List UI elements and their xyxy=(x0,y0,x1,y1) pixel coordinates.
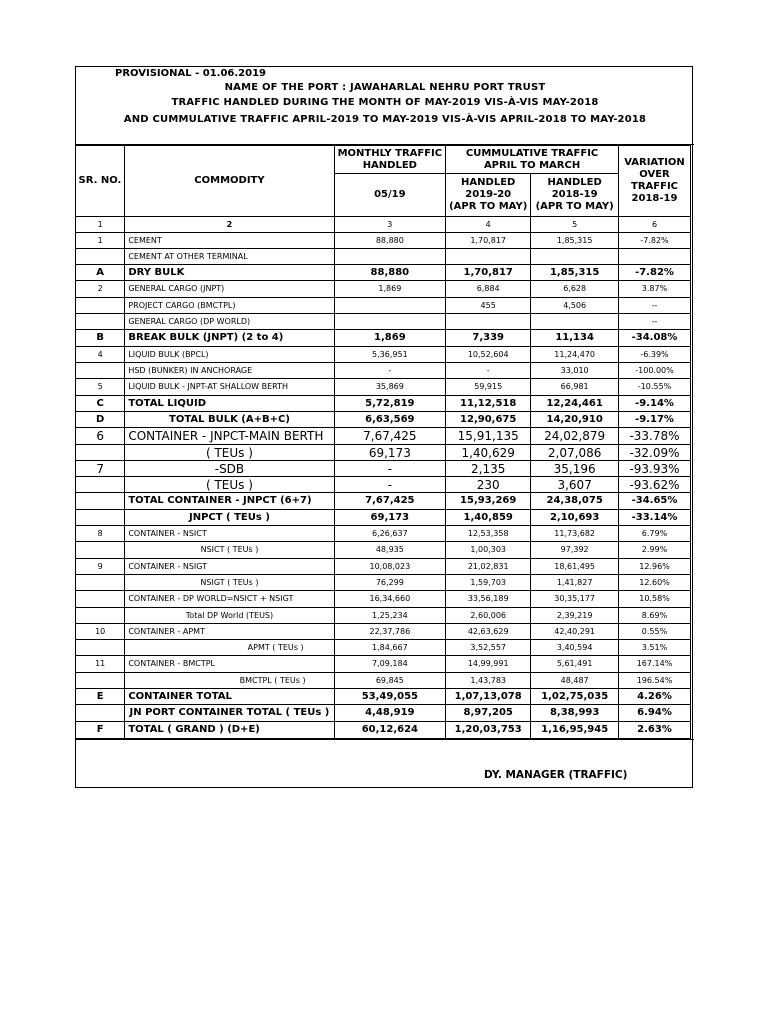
table-row xyxy=(76,379,691,396)
row-commodity: CONTAINER - DP WORLD=NSICT + NSIGT xyxy=(125,591,334,608)
row-handled-2018-19 xyxy=(531,249,619,265)
row-handled-2019-20: 7,339 xyxy=(446,330,531,347)
row-commodity: NSIGT ( TEUs ) xyxy=(125,575,334,591)
row-srno: 9 xyxy=(76,559,125,575)
row-handled-2019-20: 1,70,817 xyxy=(446,233,531,249)
row-variation: -93.93% xyxy=(619,461,691,477)
row-srno: 4 xyxy=(76,347,125,363)
row-monthly: 7,09,184 xyxy=(334,656,446,673)
table-row xyxy=(76,396,691,412)
row-srno xyxy=(76,477,125,493)
row-commodity: GENERAL CARGO (JNPT) xyxy=(125,281,334,298)
column-number-row xyxy=(76,217,691,233)
row-commodity: TOTAL LIQUID xyxy=(125,396,334,412)
row-commodity: DRY BULK xyxy=(125,265,334,281)
row-handled-2019-20: - xyxy=(446,363,531,379)
row-monthly: 88,880 xyxy=(334,265,446,281)
table-row xyxy=(76,624,691,640)
row-monthly xyxy=(334,298,446,314)
row-monthly: 60,12,624 xyxy=(334,722,446,739)
signature-separator xyxy=(76,739,694,740)
table-row xyxy=(76,314,691,330)
row-handled-2019-20: 455 xyxy=(446,298,531,314)
colnum-5: 5 xyxy=(531,217,619,233)
row-srno xyxy=(76,542,125,559)
row-variation: -93.62% xyxy=(619,477,691,493)
row-srno xyxy=(76,575,125,591)
row-commodity: GENERAL CARGO (DP WORLD) xyxy=(125,314,334,330)
row-handled-2019-20: 10,52,604 xyxy=(446,347,531,363)
row-srno xyxy=(76,493,125,510)
row-variation: 6.94% xyxy=(619,705,691,722)
table-row xyxy=(76,281,691,298)
row-handled-2018-19: 97,392 xyxy=(531,542,619,559)
table-row xyxy=(76,705,691,722)
row-handled-2018-19: 48,487 xyxy=(531,673,619,689)
row-handled-2019-20: 11,12,518 xyxy=(446,396,531,412)
row-handled-2019-20: 21,02,831 xyxy=(446,559,531,575)
row-handled-2019-20: 2,60,006 xyxy=(446,608,531,624)
row-variation: -32.09% xyxy=(619,445,691,461)
row-handled-2018-19: 8,38,993 xyxy=(531,705,619,722)
row-handled-2018-19: 2,39,219 xyxy=(531,608,619,624)
row-handled-2019-20: 230 xyxy=(446,477,531,493)
row-variation: 3.51% xyxy=(619,640,691,656)
row-handled-2018-19: 11,134 xyxy=(531,330,619,347)
row-monthly: 7,67,425 xyxy=(334,428,446,445)
row-handled-2019-20: 15,91,135 xyxy=(446,428,531,445)
row-srno: F xyxy=(76,722,125,739)
row-srno xyxy=(76,608,125,624)
row-variation: -33.78% xyxy=(619,428,691,445)
row-variation: -- xyxy=(619,298,691,314)
row-handled-2018-19: 30,35,177 xyxy=(531,591,619,608)
table-row xyxy=(76,493,691,510)
table-row xyxy=(76,461,691,477)
row-commodity: TOTAL BULK (A+B+C) xyxy=(125,412,334,428)
row-commodity: CONTAINER TOTAL xyxy=(125,689,334,705)
row-variation: -100.00% xyxy=(619,363,691,379)
row-monthly: 69,173 xyxy=(334,510,446,526)
row-commodity: BMCTPL ( TEUs ) xyxy=(125,673,334,689)
row-handled-2019-20: 1,70,817 xyxy=(446,265,531,281)
row-variation: -34.65% xyxy=(619,493,691,510)
row-variation: -9.17% xyxy=(619,412,691,428)
row-handled-2018-19: 2,07,086 xyxy=(531,445,619,461)
row-srno: D xyxy=(76,412,125,428)
row-variation: 12.60% xyxy=(619,575,691,591)
row-commodity: LIQUID BULK - JNPT-AT SHALLOW BERTH xyxy=(125,379,334,396)
row-variation: 10.58% xyxy=(619,591,691,608)
row-handled-2018-19: 1,16,95,945 xyxy=(531,722,619,739)
row-monthly: 5,72,819 xyxy=(334,396,446,412)
row-srno xyxy=(76,673,125,689)
table-row xyxy=(76,542,691,559)
row-commodity: APMT ( TEUs ) xyxy=(125,640,334,656)
cumulative-header: CUMMULATIVE TRAFFIC APRIL TO MARCH xyxy=(446,146,619,174)
row-handled-2018-19: 4,506 xyxy=(531,298,619,314)
table-row xyxy=(76,265,691,281)
row-variation: -10.55% xyxy=(619,379,691,396)
signature: DY. MANAGER (TRAFFIC) xyxy=(484,769,628,781)
row-commodity: HSD (BUNKER) IN ANCHORAGE xyxy=(125,363,334,379)
row-handled-2018-19: 24,02,879 xyxy=(531,428,619,445)
row-commodity: LIQUID BULK (BPCL) xyxy=(125,347,334,363)
row-monthly: - xyxy=(334,363,446,379)
row-srno xyxy=(76,510,125,526)
row-monthly xyxy=(334,249,446,265)
row-handled-2019-20: 1,20,03,753 xyxy=(446,722,531,739)
row-handled-2018-19: 42,40,291 xyxy=(531,624,619,640)
row-srno xyxy=(76,591,125,608)
row-handled-2019-20: 1,40,629 xyxy=(446,445,531,461)
row-commodity: CEMENT xyxy=(125,233,334,249)
table-row xyxy=(76,656,691,673)
row-srno: 11 xyxy=(76,656,125,673)
row-handled-2018-19: 5,61,491 xyxy=(531,656,619,673)
row-monthly: 22,37,786 xyxy=(334,624,446,640)
row-variation: -9.14% xyxy=(619,396,691,412)
row-srno xyxy=(76,363,125,379)
colnum-2: 2 xyxy=(125,217,334,233)
row-variation: 6.79% xyxy=(619,526,691,542)
row-commodity: CEMENT AT OTHER TERMINAL xyxy=(125,249,334,265)
row-handled-2019-20: 1,00,303 xyxy=(446,542,531,559)
row-handled-2019-20: 42,63,629 xyxy=(446,624,531,640)
row-srno: 10 xyxy=(76,624,125,640)
row-handled-2019-20: 6,884 xyxy=(446,281,531,298)
row-commodity: CONTAINER - NSICT xyxy=(125,526,334,542)
table-row xyxy=(76,477,691,493)
row-commodity: CONTAINER - BMCTPL xyxy=(125,656,334,673)
traffic-title: TRAFFIC HANDLED DURING THE MONTH OF MAY-2019 VIS-À-VIS MAY-2018 xyxy=(171,97,599,108)
row-variation: -7.82% xyxy=(619,233,691,249)
row-srno: 8 xyxy=(76,526,125,542)
traffic-table xyxy=(75,145,691,739)
row-srno xyxy=(76,640,125,656)
row-handled-2019-20 xyxy=(446,249,531,265)
colnum-4: 4 xyxy=(446,217,531,233)
provisional-date: PROVISIONAL - 01.06.2019 xyxy=(115,68,267,79)
table-row xyxy=(76,689,691,705)
row-commodity: CONTAINER - APMT xyxy=(125,624,334,640)
colnum-3: 3 xyxy=(334,217,446,233)
row-variation: 12.96% xyxy=(619,559,691,575)
table-row xyxy=(76,591,691,608)
row-handled-2018-19: 1,85,315 xyxy=(531,265,619,281)
colnum-1: 1 xyxy=(76,217,125,233)
row-commodity: JN PORT CONTAINER TOTAL ( TEUs ) xyxy=(125,705,334,722)
row-handled-2019-20: 14,99,991 xyxy=(446,656,531,673)
row-handled-2018-19: 24,38,075 xyxy=(531,493,619,510)
row-commodity: BREAK BULK (JNPT) (2 to 4) xyxy=(125,330,334,347)
row-monthly: - xyxy=(334,477,446,493)
row-variation: -34.08% xyxy=(619,330,691,347)
row-variation: 196.54% xyxy=(619,673,691,689)
row-variation: 167.14% xyxy=(619,656,691,673)
row-handled-2018-19: 3,40,594 xyxy=(531,640,619,656)
row-monthly: 6,63,569 xyxy=(334,412,446,428)
row-commodity: TOTAL ( GRAND ) (D+E) xyxy=(125,722,334,739)
handled-2018-19-header: HANDLED 2018-19 (APR TO MAY) xyxy=(531,174,619,217)
row-monthly: 1,84,667 xyxy=(334,640,446,656)
row-variation: 3.87% xyxy=(619,281,691,298)
table-row xyxy=(76,445,691,461)
monthly-period-header: 05/19 xyxy=(334,174,446,217)
row-variation: -- xyxy=(619,314,691,330)
row-srno: 2 xyxy=(76,281,125,298)
row-commodity: JNPCT ( TEUs ) xyxy=(125,510,334,526)
row-handled-2019-20: 8,97,205 xyxy=(446,705,531,722)
table-row xyxy=(76,363,691,379)
row-monthly: - xyxy=(334,461,446,477)
row-handled-2018-19: 2,10,693 xyxy=(531,510,619,526)
row-monthly: 1,25,234 xyxy=(334,608,446,624)
row-srno xyxy=(76,298,125,314)
table-row xyxy=(76,412,691,428)
row-monthly: 48,935 xyxy=(334,542,446,559)
row-commodity: TOTAL CONTAINER - JNPCT (6+7) xyxy=(125,493,334,510)
table-row xyxy=(76,722,691,739)
table-row xyxy=(76,575,691,591)
table-row xyxy=(76,428,691,445)
row-monthly: 7,67,425 xyxy=(334,493,446,510)
row-handled-2019-20: 1,43,783 xyxy=(446,673,531,689)
row-monthly: 4,48,919 xyxy=(334,705,446,722)
table-row xyxy=(76,510,691,526)
monthly-header: MONTHLY TRAFFIC HANDLED xyxy=(334,146,446,174)
row-monthly: 35,869 xyxy=(334,379,446,396)
row-srno: 1 xyxy=(76,233,125,249)
row-commodity: PROJECT CARGO (BMCTPL) xyxy=(125,298,334,314)
table-row xyxy=(76,347,691,363)
row-variation: -33.14% xyxy=(619,510,691,526)
variation-header: VARIATION OVER TRAFFIC 2018-19 xyxy=(619,146,691,217)
row-monthly: 88,880 xyxy=(334,233,446,249)
row-srno: C xyxy=(76,396,125,412)
table-row xyxy=(76,673,691,689)
row-handled-2018-19: 14,20,910 xyxy=(531,412,619,428)
row-handled-2018-19: 1,02,75,035 xyxy=(531,689,619,705)
row-variation: 2.99% xyxy=(619,542,691,559)
srno-header: SR. NO. xyxy=(76,146,125,217)
row-srno: 7 xyxy=(76,461,125,477)
row-monthly: 53,49,055 xyxy=(334,689,446,705)
row-variation: 8.69% xyxy=(619,608,691,624)
row-srno: B xyxy=(76,330,125,347)
row-handled-2018-19: 33,010 xyxy=(531,363,619,379)
commodity-header: COMMODITY xyxy=(125,146,334,217)
row-commodity: CONTAINER - JNPCT-MAIN BERTH xyxy=(125,428,334,445)
row-commodity: Total DP World (TEUS) xyxy=(125,608,334,624)
row-srno xyxy=(76,249,125,265)
row-handled-2018-19: 18,61,495 xyxy=(531,559,619,575)
row-commodity: ( TEUs ) xyxy=(125,445,334,461)
row-handled-2018-19: 12,24,461 xyxy=(531,396,619,412)
handled-2019-20-header: HANDLED 2019-20 (APR TO MAY) xyxy=(446,174,531,217)
row-srno xyxy=(76,445,125,461)
row-monthly: 1,869 xyxy=(334,281,446,298)
port-name: NAME OF THE PORT : JAWAHARLAL NEHRU PORT TRUST xyxy=(224,82,546,93)
row-commodity: CONTAINER - NSIGT xyxy=(125,559,334,575)
row-handled-2019-20: 33,56,189 xyxy=(446,591,531,608)
row-handled-2018-19: 3,607 xyxy=(531,477,619,493)
row-variation: -7.82% xyxy=(619,265,691,281)
row-handled-2018-19: 35,196 xyxy=(531,461,619,477)
row-handled-2018-19: 66,981 xyxy=(531,379,619,396)
table-row xyxy=(76,233,691,249)
row-handled-2018-19: 1,85,315 xyxy=(531,233,619,249)
cumulative-title: AND CUMMULATIVE TRAFFIC APRIL-2019 TO MAY-2019 VIS-À-VIS APRIL-2018 TO MAY-2018 xyxy=(123,114,647,125)
row-handled-2019-20: 12,53,358 xyxy=(446,526,531,542)
row-handled-2018-19: 1,41,827 xyxy=(531,575,619,591)
row-srno xyxy=(76,314,125,330)
row-handled-2019-20: 1,59,703 xyxy=(446,575,531,591)
row-srno: E xyxy=(76,689,125,705)
row-variation: 2.63% xyxy=(619,722,691,739)
row-monthly: 6,26,637 xyxy=(334,526,446,542)
row-handled-2019-20: 12,90,675 xyxy=(446,412,531,428)
row-handled-2018-19: 11,73,682 xyxy=(531,526,619,542)
row-handled-2018-19: 11,24,470 xyxy=(531,347,619,363)
row-monthly: 69,845 xyxy=(334,673,446,689)
row-handled-2019-20: 59,915 xyxy=(446,379,531,396)
row-variation: 0.55% xyxy=(619,624,691,640)
table-row xyxy=(76,608,691,624)
row-handled-2018-19 xyxy=(531,314,619,330)
row-monthly: 76,299 xyxy=(334,575,446,591)
row-srno: 6 xyxy=(76,428,125,445)
row-commodity: NSICT ( TEUs ) xyxy=(125,542,334,559)
row-srno: A xyxy=(76,265,125,281)
row-variation: 4.26% xyxy=(619,689,691,705)
row-monthly: 5,36,951 xyxy=(334,347,446,363)
row-commodity: ( TEUs ) xyxy=(125,477,334,493)
row-handled-2019-20: 1,40,859 xyxy=(446,510,531,526)
row-handled-2018-19: 6,628 xyxy=(531,281,619,298)
row-monthly: 1,869 xyxy=(334,330,446,347)
row-srno xyxy=(76,705,125,722)
row-handled-2019-20: 1,07,13,078 xyxy=(446,689,531,705)
row-monthly: 10,08,023 xyxy=(334,559,446,575)
table-row xyxy=(76,249,691,265)
row-monthly: 16,34,660 xyxy=(334,591,446,608)
row-variation: -6.39% xyxy=(619,347,691,363)
table-row xyxy=(76,559,691,575)
table-row xyxy=(76,330,691,347)
colnum-6: 6 xyxy=(619,217,691,233)
row-monthly: 69,173 xyxy=(334,445,446,461)
table-row xyxy=(76,298,691,314)
row-handled-2019-20: 2,135 xyxy=(446,461,531,477)
row-variation xyxy=(619,249,691,265)
row-srno: 5 xyxy=(76,379,125,396)
row-handled-2019-20: 3,52,557 xyxy=(446,640,531,656)
row-handled-2019-20: 15,93,269 xyxy=(446,493,531,510)
table-row xyxy=(76,526,691,542)
row-monthly xyxy=(334,314,446,330)
table-row xyxy=(76,640,691,656)
row-commodity: -SDB xyxy=(125,461,334,477)
report-sheet xyxy=(75,66,693,788)
row-handled-2019-20 xyxy=(446,314,531,330)
